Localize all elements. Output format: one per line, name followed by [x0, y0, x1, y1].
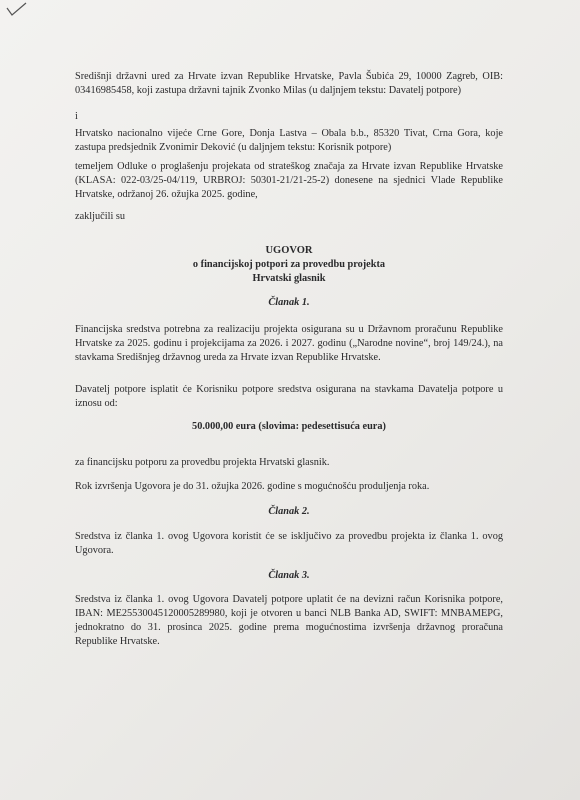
article-1-title: Članak 1.	[268, 297, 310, 308]
article-2-paragraph-1: Sredstva iz članka 1. ovog Ugovora koristit će se isključivo za provedbu projekta iz članka 1. ovog Ugovora.	[75, 531, 503, 556]
article-1-paragraph-1: Financijska sredstva potrebna za realizaciju projekta osigurana su u Državnom proračunu Republike Hrvatske za 2025. godinu i projekcijama za 2026. i 2027. godinu („Narodne novine“, broj 149/24.), na stavkama Središnjeg državnog ureda za Hrvate izvan Republike Hrvatske.	[75, 324, 503, 363]
basis-paragraph: temeljem Odluke o proglašenju projekata od strateškog značaja za Hrvate izvan Republike Hrvatske (KLASA: 022-03/25-04/119, URBROJ: 50301-21/21-25-2) donesene na sjednici Vlade Republike Hrvatske, održanoj 26. ožujka 2025. godine,	[75, 161, 503, 200]
contract-subheading: o financijskoj potpori za provedbu projekta	[192, 259, 386, 270]
concluded-text: zaključili su	[75, 211, 126, 222]
article-2-title: Članak 2.	[268, 506, 310, 517]
pen-check-mark	[6, 2, 28, 18]
article-1-after-2: Rok izvršenja Ugovora je do 31. ožujka 2026. godine s mogućnošću produljenja roka.	[75, 481, 430, 492]
article-3-title: Članak 3.	[268, 570, 310, 581]
recipient-paragraph: Hrvatsko nacionalno vijeće Crne Gore, Donja Lastva – Obala b.b., 85320 Tivat, Crna Gora, koje zastupa predsjednik Zvonimir Deković (u daljnjem tekstu: Korisnik potpore)	[75, 128, 503, 153]
article-1-after-1: za financijsku potporu za provedbu projekta Hrvatski glasnik.	[75, 457, 330, 468]
article-1-paragraph-2: Davatelj potpore isplatit će Korisniku potpore sredstva osigurana na stavkama Davatelja potpore u iznosu od:	[75, 384, 503, 409]
article-3-paragraph-1: Sredstva iz članka 1. ovog Ugovora Davatelj potpore uplatit će na devizni račun Korisnika potpore, IBAN: ME25530045120005289980, koji je otvoren u banci NLB Banka AD, SWIFT: MNBAMEPG, jednokratno do 31. prosinca 2025. godine prema mogućnostima izvršenja državnog proračuna Republike Hrvatske.	[75, 594, 503, 647]
donor-paragraph: Središnji državni ured za Hrvate izvan Republike Hrvatske, Pavla Šubića 29, 10000 Zagreb, OIB: 03416985458, koji zastupa državni tajnik Zvonko Milas (u daljnjem tekstu: Davatelj potpore)	[75, 71, 503, 96]
amount: 50.000,00 eura (slovima: pedesettisuća eura)	[192, 421, 386, 432]
contract-heading: UGOVOR	[265, 245, 313, 256]
conjunction: i	[75, 111, 78, 122]
project-name: Hrvatski glasnik	[252, 273, 326, 284]
